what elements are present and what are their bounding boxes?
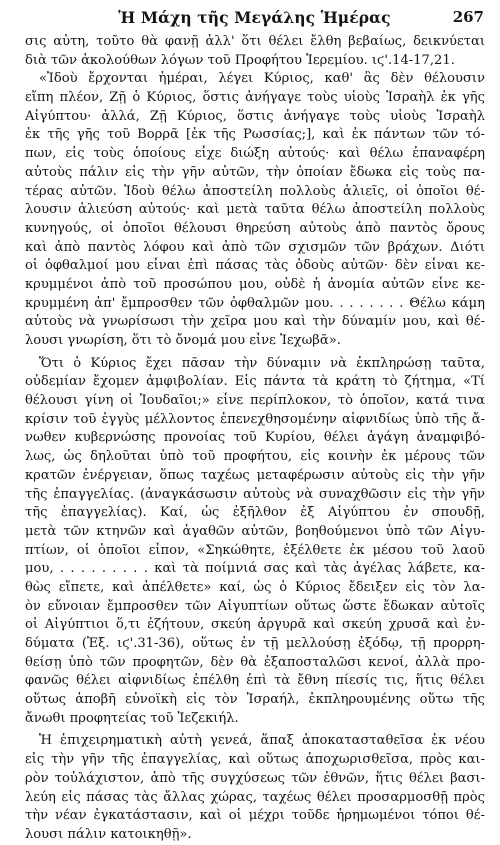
text-line: «Ἰδοὺ ἔρχονται ἡμέραι, λέγει Κύριος, καθ' ἃς δὲν θέλουσιν xyxy=(39,71,485,87)
text-line: καὶ ἀπὸ παντὸς λόφου καὶ ἀπὸ τῶν σχισμῶν τῶν βράχων. Διότι xyxy=(25,239,485,255)
paragraph xyxy=(25,355,485,729)
text-line: θέλουσι γίνη οἱ Ἰουδαῖοι;» εἶνε περίπλοκον, τὸ ὁποῖον, κατά τινα xyxy=(25,393,485,409)
page-body xyxy=(25,33,485,845)
text-line: διὰ τῶν ἀκολούθων λόγων τοῦ Προφήτου Ἱερεμίου. ιϛ'.14-17,21. xyxy=(25,52,455,68)
text-line: εἴπη πλέον, Ζῇ ὁ Κύριος, ὅστις ἀνήγαγε τοὺς υἱοὺς Ἰσραὴλ ἐκ γῆς xyxy=(25,90,485,106)
text-line: κρατῶν ἐνέργειαν, ὅπως ταχέως μεταφέρωσιν αὐτοὺς εἰς τὴν γῆν xyxy=(25,467,485,483)
text-line: λουσι γνωρίση, ὅτι τὸ ὄνομά μου εἶνε Ἰεχωβᾶ». xyxy=(25,333,341,348)
text-line: ρὸν τοὐλάχιστον, ἀπὸ τῆς συγχύσεως τῶν ἐθνῶν, ἥτις θέλει βασι- xyxy=(25,770,485,786)
text-line: Αἰγύπτου· ἀλλά, Ζῇ Κύριος, ὅστις ἀνήγαγε τοὺς υἱοὺς Ἰσραὴλ xyxy=(25,108,485,124)
text-line: θὼς εἴπετε, καὶ ἀπέλθετε» καί, ὡς ὁ Κύριος ἔδειξεν εἰς τὸν λα- xyxy=(25,579,485,595)
text-line: τέρας αὐτῶν. Ἰδοὺ θέλω ἀποστείλη πολλοὺς ἁλιεῖς, οἱ ὁποῖοι θέ- xyxy=(25,183,485,199)
text-line: μου, . . . . . . . . . καὶ τὰ ποίμνιά σας καὶ τὰς ἀγέλας λάβετε, κα- xyxy=(25,561,485,577)
paragraph xyxy=(25,732,485,844)
text-line: λως, ὡς δηλοῦται ὑπὸ τοῦ προφήτου, εἰς κοινὴν ἐκ μέρους τῶν xyxy=(25,449,485,465)
text-line: οὐδεμίαν ἔχομεν ἀμφιβολίαν. Εἰς πάντα τὰ κράτη τὸ ζήτημα, «Τί xyxy=(25,374,485,390)
text-line: ὸν εὔνοιαν ἔμπροσθεν τῶν Αἰγυπτίων οὕτως ὥστε ἔδωκαν αὐτοῖς xyxy=(25,598,485,614)
text-line: πτίων, οἱ ὁποῖοι εἶπον, «Σηκώθητε, ἐξέλθετε ἐκ μέσου τοῦ λαοῦ xyxy=(25,542,485,558)
paragraph xyxy=(25,33,485,70)
text-line: κρυμμένοι ἀπὸ τοῦ προσώπου μου, οὐδὲ ἡ ἀνομία αὐτῶν εἶνε κε- xyxy=(25,276,485,292)
running-title: Ἡ Μάχη τῆς Μεγάλης Ἡμέρας xyxy=(118,8,391,27)
text-line: Ὅτι ὁ Κύριος ἔχει πᾶσαν τὴν δύναμιν νὰ ἐκπληρώσῃ ταῦτα, xyxy=(39,355,485,371)
text-line: αὐτοὺς νὰ γνωρίσωσι τὴν χεῖρα μου καὶ τὴν δύναμίν μου, καὶ θέ- xyxy=(25,314,485,330)
text-line: τῆς ἐπαγγελίας). Καί, ὡς ἐξῆλθον ἐξ Αἰγύπτου ἐν σπουδῇ, xyxy=(25,505,485,521)
text-line: Ἡ ἐπιχειρηματικὴ αὐτὴ γενεά, ἅπαξ ἀποκατασταθεῖσα ἐκ νέου xyxy=(39,733,485,749)
text-line: νωθεν κυβερνώσης προνοίας τοῦ Κυρίου, θέλει ἀγάγη ἀναμφιβό- xyxy=(25,430,485,446)
text-line: κρίσιν τοῦ ἐγγὺς μέλλοντος ἐπενεχθησομένην αἰφνιδίως ὑπὸ τῆς ἄ- xyxy=(25,411,485,427)
text-line: κρυμμένη ἀπ' ἔμπροσθεν τῶν ὀφθαλμῶν μου. . . . . . . . Θέλω κάμη xyxy=(25,295,485,311)
text-line: κυνηγούς, οἱ ὁποῖοι θέλουσι θηρεύση αὐτοὺς ἀπὸ παντὸς ὄρους xyxy=(25,220,485,236)
text-line: σις αὐτη, τοῦτο θὰ φανῇ ἀλλ' ὅτι θέλει ἔλθη βεβαίως, δεικνύεται xyxy=(25,34,485,49)
text-line: οὕτως ἀποβῆ εὐνοϊκὴ εἰς τὸν Ἰσραήλ, ἐκπληρουμένης οὕτω τῆς xyxy=(25,692,485,708)
text-line: μετὰ τῶν κτηνῶν καὶ ἀγαθῶν αὐτῶν, βοηθούμενοι ὑπὸ τῶν Αἰγυ- xyxy=(25,523,485,539)
text-line: οἱ ὀφθαλμοί μου εἶναι ἐπὶ πάσας τὰς ὁδοὺς αὐτῶν· δὲν εἶναι κε- xyxy=(25,258,485,274)
text-line: φανῶς θέλει αἰφνιδίως ἐπέλθη ἐπὶ τὰ ἔθνη πίεσίς τις, ἥτις θέλει xyxy=(25,673,485,689)
text-line: δύματα (Ἐξ. ιϛ'.31-36), οὕτως ἐν τῇ μελλούσῃ ἐξόδῳ, τῇ προρρη- xyxy=(25,636,485,651)
page-header xyxy=(25,8,484,32)
page-number: 267 xyxy=(452,8,484,26)
text-line: θείσῃ ὑπὸ τῶν προφητῶν, δὲν θὰ ἐξαποσταλῶσι κενοί, ἀλλὰ προ- xyxy=(25,654,485,670)
paragraph xyxy=(25,70,485,350)
text-line: αὐτοὺς πάλιν εἰς τὴν γῆν αὐτῶν, τὴν ὁποίαν ἔδωκα εἰς τοὺς πα- xyxy=(25,164,485,180)
text-line: οἱ Αἰγύπτιοι ὅ,τι ἐζήτουν, σκεύη ἀργυρᾶ καὶ σκεύη χρυσᾶ καὶ ἐν- xyxy=(25,617,485,633)
text-line: ἄνωθι προφητείας τοῦ Ἰεζεκιήλ. xyxy=(25,710,239,726)
text-line: λεύη εἰς πάσας τὰς ἄλλας χώρας, ταχέως θέλει προσαρμοσθῇ πρὸς xyxy=(25,789,485,805)
text-line: εἰς τὴν γῆν τῆς ἐπαγγελίας, καὶ οὕτως ἀποχωρισθεῖσα, πρὸς και- xyxy=(25,752,485,768)
text-line: πων, εἰς τοὺς ὁποίους εἶχε διώξη αὐτούς· καὶ θέλω ἐπαναφέρη xyxy=(25,146,485,162)
text-line: λουσιν ἁλιεύση αὐτούς· καὶ μετὰ ταῦτα θέλω ἀποστείλη πολλοὺς xyxy=(25,202,485,218)
text-line: τὴν νέαν ἐγκατάστασιν, καὶ οἱ μέχρι τοῦδε ἠρημωμένοι τόποι θέ- xyxy=(25,808,485,824)
text-line: ἐκ τῆς γῆς τοῦ Βορρᾶ [ἐκ τῆς Ρωσσίας;], καὶ ἐκ πάντων τῶν τό- xyxy=(25,127,485,143)
text-line: τῆς ἐπαγγελίας. (ἀναγκάσωσιν αὐτοὺς νὰ συναχθῶσιν εἰς τὴν γῆν xyxy=(25,486,485,502)
text-line: λουσι πάλιν κατοικηθῇ». xyxy=(25,826,192,842)
